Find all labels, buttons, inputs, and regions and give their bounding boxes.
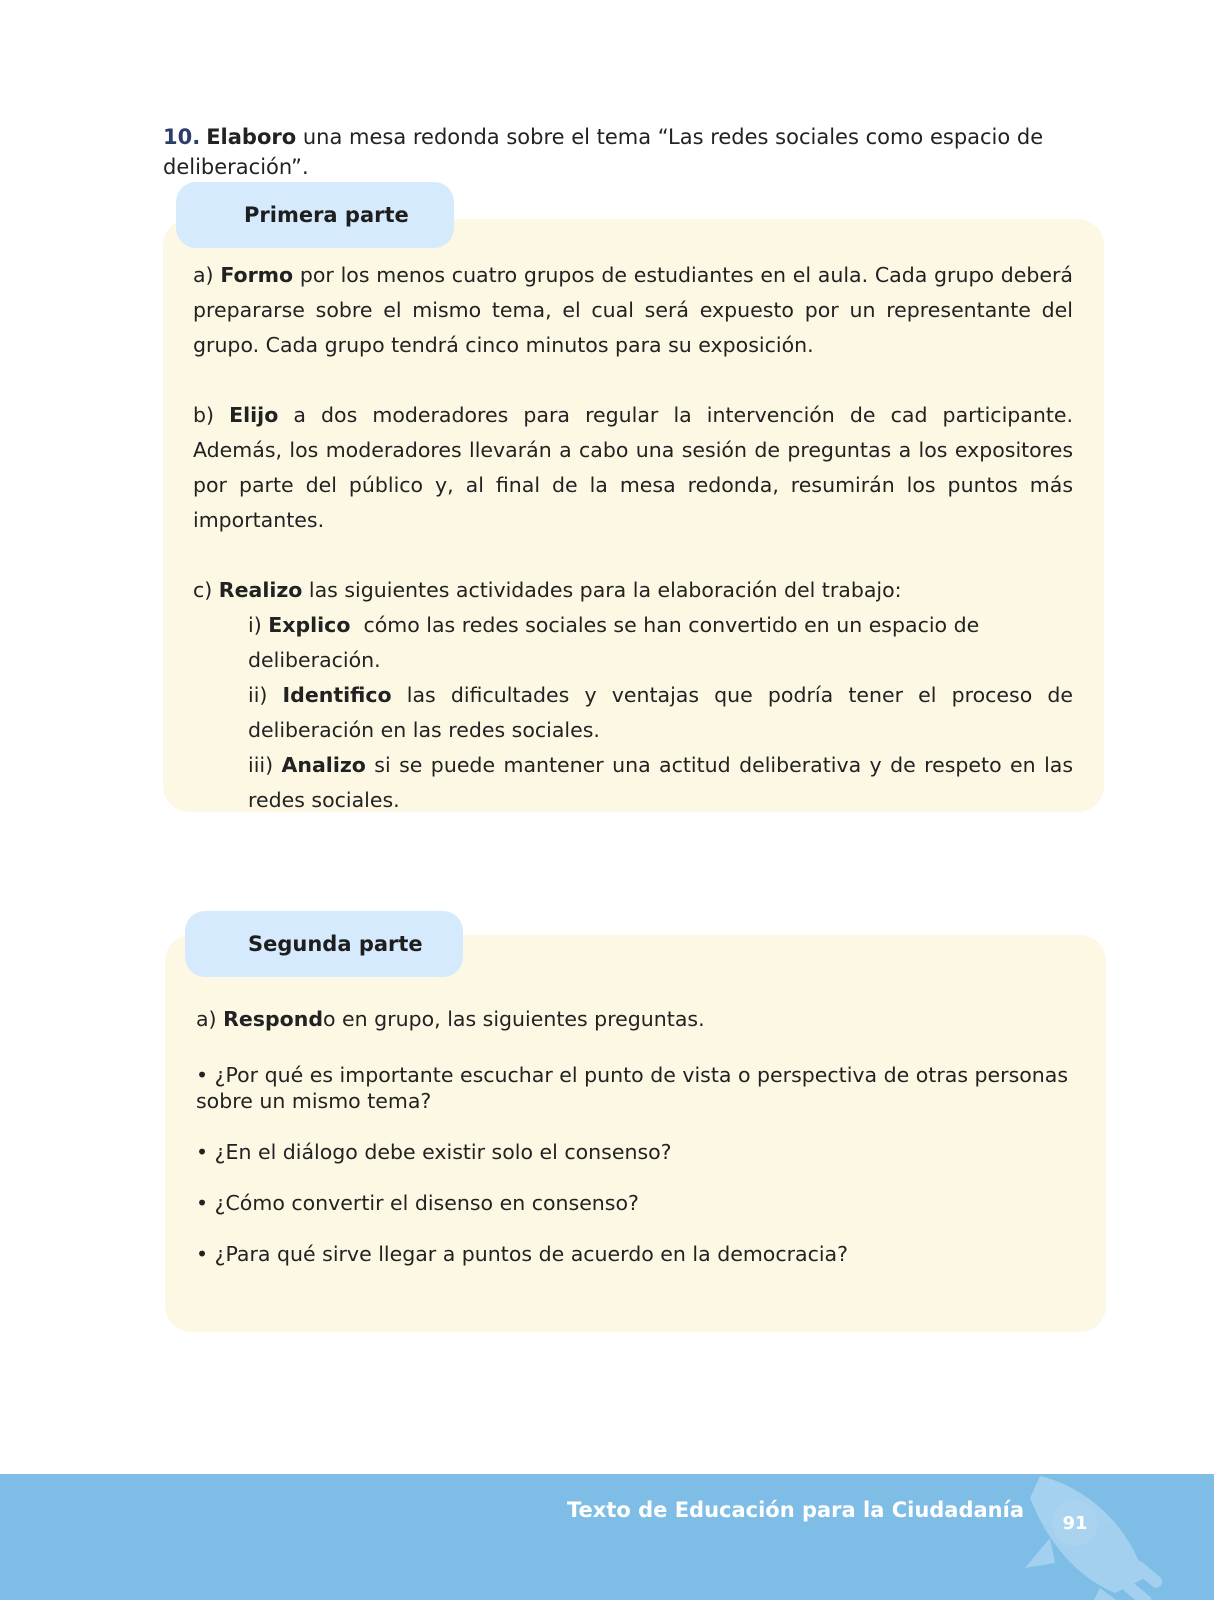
part2-content bbox=[196, 1004, 1081, 1267]
question-2: • ¿En el diálogo debe existir solo el consenso? bbox=[196, 1140, 672, 1164]
part2-tab bbox=[185, 911, 463, 977]
part1-item-c: c) Realizo las siguientes actividades para la elaboración del trabajo: bbox=[193, 578, 902, 602]
part2-item-a: a) Respondo en grupo, las siguientes preguntas. bbox=[196, 1007, 705, 1031]
task-text: una mesa redonda sobre el tema “Las redes sociales como espacio de deliberación”. bbox=[163, 125, 1044, 179]
rocket-icon bbox=[1020, 1474, 1170, 1600]
part1-subitem-ii: ii) Identifico las dificultades y ventajas que podría tener el proceso de deliberación en las redes sociales. bbox=[248, 683, 1074, 742]
part2-title: Segunda parte bbox=[248, 932, 423, 956]
part1-tab bbox=[176, 182, 454, 248]
question-4: • ¿Para qué sirve llegar a puntos de acuerdo en la democracia? bbox=[196, 1242, 848, 1266]
page-footer bbox=[0, 1474, 1214, 1600]
part1-subitem-iii: iii) Analizo si se puede mantener una actitud deliberativa y de respeto en las redes sociales. bbox=[248, 753, 1074, 812]
task-verb: Elaboro bbox=[206, 125, 297, 149]
part1-subitem-i: i) Explico cómo las redes sociales se han convertido en un espacio de deliberación. bbox=[248, 613, 986, 672]
question-1: • ¿Por qué es importante escuchar el punto de vista o perspectiva de otras personas sobre un mismo tema? bbox=[196, 1063, 1069, 1113]
question-3: • ¿Cómo convertir el disenso en consenso? bbox=[196, 1191, 639, 1215]
page-number: 91 bbox=[1052, 1500, 1098, 1546]
part1-item-a: a) Formo por los menos cuatro grupos de estudiantes en el aula. Cada grupo deberá prepararse sobre el mismo tema, el cual será expuesto por un representante del grupo. Cada grupo tendrá cinco minutos para su exposición. bbox=[193, 263, 1073, 357]
footer-title: Texto de Educación para la Ciudadanía bbox=[567, 1498, 1024, 1522]
part1-content bbox=[193, 258, 1073, 818]
part1-title: Primera parte bbox=[244, 203, 409, 227]
task-statement bbox=[163, 122, 1123, 182]
part1-item-b: b) Elijo a dos moderadores para regular la intervención de cad participante. Además, los moderadores llevarán a cabo una sesión de preguntas a los expositores por parte del público y, al final de la mesa redonda, resumirán los puntos más importantes. bbox=[193, 403, 1073, 532]
task-number: 10. bbox=[163, 125, 201, 149]
